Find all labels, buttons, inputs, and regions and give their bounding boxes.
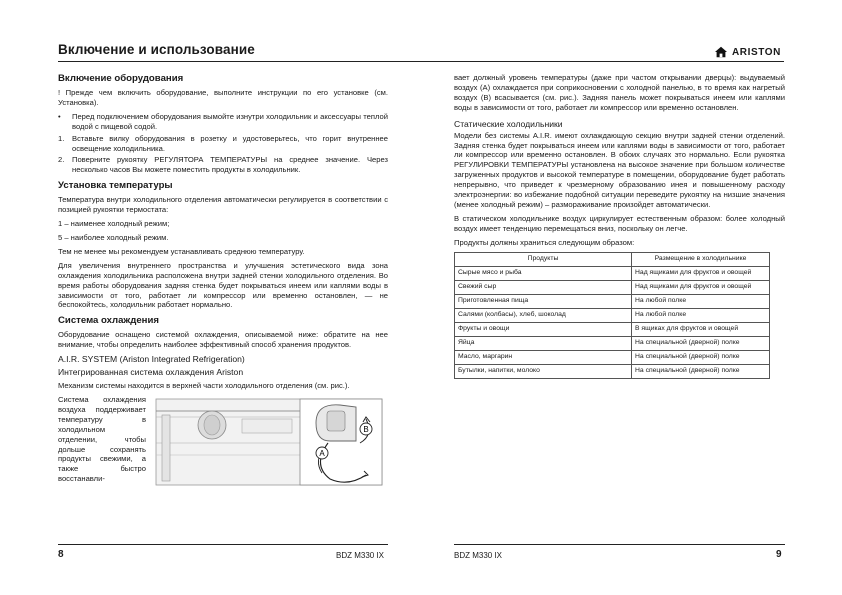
air-system-subtitle: Интегрированная система охлаждения Ariston	[58, 367, 244, 378]
left-column	[58, 73, 388, 487]
table-row: Свежий сыр Над ящиками для фруктов и овощей	[455, 280, 770, 294]
house-logo-icon	[714, 46, 728, 58]
temperature-mode-5: 5 – наиболее холодный режим.	[58, 232, 169, 242]
list-item: • Перед подключением оборудования вымойте изнутри холодильник и аксессуары теплой водой с пищевой содой.	[58, 111, 388, 131]
model-label-right: BDZ M330 IX	[454, 551, 503, 560]
switch-on-steps	[58, 112, 388, 175]
heading-switch-on: Включение оборудования	[58, 73, 184, 84]
air-figure-block	[58, 395, 388, 487]
column-header-placement: Размещение в холодильнике	[632, 252, 770, 266]
footer-rule-right	[454, 544, 785, 545]
list-item: 2. Поверните рукоятку РЕГУЛЯТОРА ТЕМПЕРАТУРЫ на среднее значение. Через несколько часов Вы можете поместить продукты в холодильник.	[58, 155, 388, 175]
temperature-mode-1: 1 – наименее холодный режим;	[58, 219, 170, 229]
temperature-intro: Температура внутри холодильного отделения автоматически регулируется в соответствии с позицией рукоятки термостата:	[58, 195, 388, 215]
model-label-left: BDZ M330 IX	[336, 551, 385, 560]
switch-on-intro: ! Прежде чем включить оборудование, выполните инструкции по его установке (см. Установка).	[58, 88, 388, 107]
static-paragraph: Модели без системы A.I.R. имеют охлаждающую секцию внутри задней стенки отделений. Задняя стенка будет покрываться инеем или каплями воды в зависимости от того, работает ли компрессор или временно остановлен. В обоих случаях это нормально. Если рукоятка РЕГУЛИРОВКИ ТЕМПЕРАТУРЫ установлена на высокое значение при большом количестве загруженных продуктов и высокой температуре в помещении, оборудование будет работать непрерывно, что приведет к чрезмерному образованию инея и повышенному расходу электроэнергии: во избежание подобной ситуации переведите рукоятку на низшие значения (менее холодный режим) – размораживание произойдет автоматически.	[454, 130, 785, 209]
heading-static-fridges: Статические холодильники	[454, 118, 563, 129]
mechanism-text: Механизм системы находится в верхней части холодильного отделения (см. рис.).	[58, 381, 350, 391]
heading-temperature: Установка температуры	[58, 180, 173, 192]
table-row: Бутылки, напитки, молоко На специальной (дверной) полке	[455, 364, 770, 378]
table-row: Приготовленная пища На любой полке	[455, 294, 770, 308]
brand-name: ARISTON	[731, 46, 781, 58]
right-column	[454, 73, 785, 379]
footer-rule-left	[58, 544, 388, 545]
temperature-recommendation: Тем не менее мы рекомендуем устанавливать среднюю температуру.	[58, 246, 305, 256]
storage-table	[454, 252, 770, 379]
brand-logo	[714, 46, 781, 58]
label-b: B	[363, 425, 369, 435]
air-figure-text: Система охлаждения воздуха поддерживает температуру в холодильном отделении, чтобы дольше сохранять продукты свежими, а также быстро восстанавли-	[58, 395, 146, 484]
cooling-intro: Оборудование оснащено системой охлаждения, описываемой ниже: обратите на нее внимание, чтобы определить наиболее эффективный способ хранения продуктов.	[58, 330, 388, 350]
page-title: Включение и использование	[58, 42, 255, 57]
page-number-left: 8	[58, 549, 64, 560]
storage-lead: Продукты должны храниться следующим образом:	[454, 237, 635, 247]
temperature-paragraph: Для увеличения внутреннего пространства и улучшения эстетического вида зона охлаждения холодильника расположена внутри задней стенки холодильного отделения. Во время работы оборудования задняя стенка будет покрываться инеем или каплями воды в зависимости от того, работает ли компрессор или временно остановлен, — не беспокойтесь, холодильник работает нормально.	[58, 260, 388, 310]
table-row: Масло, маргарин На специальной (дверной) полке	[455, 350, 770, 364]
table-row: Сырые мясо и рыба Над ящиками для фруктов и овощей	[455, 266, 770, 280]
table-row: Салями (колбасы), хлеб, шоколад На любой полке	[455, 308, 770, 322]
column-header-products: Продукты	[455, 252, 632, 266]
air-continued-text: вает должный уровень температуры (даже при частом открывании дверцы): выдуваемый воздух (A) охлаждается при соприкосновении с холодной панелью, в то время как нагретый воздух (B) всасывается (см. рис.). Задняя панель может покрываться инеем или каплями воды в зависимости от того, работает ли компрессор или временно остановлен.	[454, 73, 785, 112]
heading-cooling-system: Система охлаждения	[58, 315, 159, 327]
air-system-diagram	[152, 395, 388, 487]
label-a: A	[319, 449, 325, 459]
table-row: Яйца На специальной (дверной) полке	[455, 336, 770, 350]
list-item: 1. Вставьте вилку оборудования в розетку и удостоверьтесь, что горит внутреннее освещение холодильника.	[58, 133, 388, 153]
table-row: Фрукты и овощи В ящиках для фруктов и овощей	[455, 322, 770, 336]
page-number-right: 9	[776, 549, 782, 560]
header-rule	[58, 61, 784, 62]
table-header-row	[455, 252, 770, 266]
air-system-title: A.I.R. SYSTEM (Ariston Integrated Refrigeration)	[58, 354, 245, 365]
static-paragraph-2: В статическом холодильнике воздух циркулирует естественным образом: более холодный воздух имеет тенденцию перемещаться вниз, поскольку он легче.	[454, 213, 785, 233]
